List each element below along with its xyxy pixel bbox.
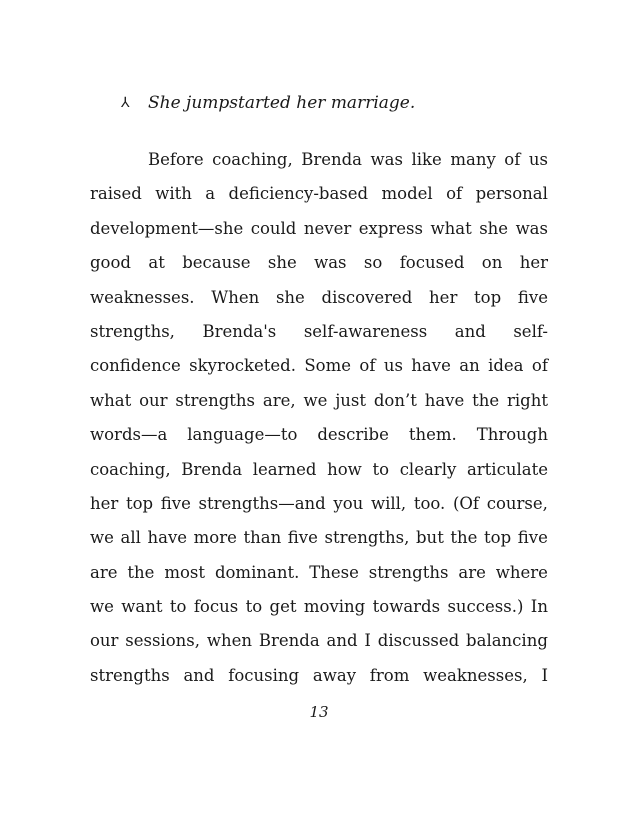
- word: Through: [476, 425, 548, 445]
- word: how: [327, 459, 362, 479]
- word: words—a: [90, 425, 168, 445]
- word: towards: [372, 597, 441, 617]
- word: and: [454, 321, 486, 341]
- word: discussed: [377, 631, 460, 651]
- word: so: [363, 253, 383, 273]
- page-number: 13: [309, 703, 329, 721]
- word: what: [430, 218, 472, 238]
- word: are: [458, 562, 486, 582]
- word: want: [121, 597, 163, 617]
- word: (Of: [452, 493, 480, 513]
- word: when: [206, 631, 253, 651]
- word: top: [125, 493, 154, 513]
- word: she: [275, 287, 305, 307]
- word: was: [515, 218, 548, 238]
- word: discovered: [321, 287, 413, 307]
- word: them.: [408, 425, 457, 445]
- word: confidence: [90, 356, 181, 376]
- word: the: [127, 562, 155, 582]
- word: all: [120, 528, 141, 548]
- word: have: [424, 390, 465, 410]
- word: self-awareness: [303, 321, 428, 341]
- word: to: [372, 459, 390, 479]
- word: of: [359, 356, 376, 376]
- paragraph-line: [90, 251, 548, 285]
- paragraph-line: [90, 286, 548, 320]
- word: our: [90, 631, 119, 651]
- body-paragraph: [90, 148, 548, 698]
- word: focusing: [228, 665, 300, 685]
- word: because: [182, 253, 251, 273]
- word: most: [164, 562, 206, 582]
- word: learned: [252, 459, 317, 479]
- word: language—to: [187, 425, 298, 445]
- word: what: [90, 390, 132, 410]
- word: the: [472, 390, 500, 410]
- word: don’t: [373, 390, 417, 410]
- paragraph-line: [90, 458, 548, 492]
- word: she: [479, 218, 509, 238]
- word: get: [269, 597, 297, 617]
- word: never: [303, 218, 352, 238]
- word: weaknesses,: [423, 665, 528, 685]
- word: raised: [90, 184, 142, 204]
- word: skyrocketed.: [189, 356, 296, 376]
- word: you: [333, 493, 364, 513]
- word: deficiency-based: [228, 184, 369, 204]
- word: model: [381, 184, 433, 204]
- paragraph-line: [90, 629, 548, 663]
- word: five: [517, 287, 548, 307]
- word: are,: [262, 390, 296, 410]
- paragraph-line: [90, 526, 548, 560]
- caret-bullet-icon: ⅄: [121, 95, 130, 111]
- bullet-text: She jumpstarted her marriage.: [148, 93, 416, 113]
- word: right: [507, 390, 548, 410]
- word: Brenda: [301, 150, 363, 169]
- word: balancing: [466, 631, 548, 651]
- paragraph-line: [90, 423, 548, 457]
- word: Some: [304, 356, 352, 376]
- word: will,: [370, 493, 407, 513]
- word: more: [193, 528, 237, 548]
- word: clearly: [399, 459, 457, 479]
- word: These: [309, 562, 359, 582]
- word: coaching,: [212, 150, 293, 169]
- word: strengths: [368, 562, 449, 582]
- word: five: [517, 528, 548, 548]
- paragraph-line: [90, 389, 548, 423]
- word: strengths—and: [198, 493, 326, 513]
- word: personal: [475, 184, 548, 204]
- word: I: [364, 631, 371, 651]
- word: coaching,: [90, 459, 171, 479]
- word: on: [481, 253, 503, 273]
- word: have: [411, 356, 451, 376]
- word: strengths: [90, 665, 170, 685]
- word: moving: [303, 597, 366, 617]
- word: success.): [447, 597, 524, 617]
- word: focused: [399, 253, 465, 273]
- word: strengths,: [324, 528, 410, 548]
- word: express: [358, 218, 423, 238]
- paragraph-line: [90, 217, 548, 251]
- word: too.: [413, 493, 446, 513]
- word: of: [446, 184, 463, 204]
- word: I: [541, 665, 548, 685]
- word: at: [148, 253, 165, 273]
- word: dominant.: [214, 562, 300, 582]
- word: to: [245, 597, 263, 617]
- paragraph-line: [90, 492, 548, 526]
- word: but: [416, 528, 444, 548]
- word: In: [530, 597, 548, 617]
- word: weaknesses.: [90, 287, 195, 307]
- word: and: [183, 665, 215, 685]
- word: good: [90, 253, 131, 273]
- word: she: [267, 253, 297, 273]
- word: like: [411, 150, 442, 169]
- word: have: [147, 528, 188, 548]
- word: we: [303, 390, 328, 410]
- word: Before: [148, 150, 204, 169]
- word: us: [528, 150, 548, 169]
- word: top: [484, 528, 512, 548]
- paragraph-line: [90, 354, 548, 388]
- word: idea: [488, 356, 524, 376]
- paragraph-line: [90, 561, 548, 595]
- word: strengths: [175, 390, 256, 410]
- word: away: [312, 665, 357, 685]
- word: could: [250, 218, 297, 238]
- word: the: [450, 528, 478, 548]
- word: was: [314, 253, 347, 273]
- bullet-item: [121, 91, 415, 115]
- word: an: [459, 356, 480, 376]
- word: and: [326, 631, 358, 651]
- paragraph-line: [90, 595, 548, 629]
- word: are: [90, 562, 118, 582]
- word: five: [287, 528, 318, 548]
- word: her: [519, 253, 548, 273]
- word: her: [90, 493, 119, 513]
- word: we: [90, 528, 114, 548]
- word: Brenda: [181, 459, 243, 479]
- word: top: [474, 287, 502, 307]
- word: just: [335, 390, 367, 410]
- word: focus: [193, 597, 239, 617]
- word: of: [531, 356, 548, 376]
- paragraph-line: [90, 148, 548, 182]
- paragraph-line: [90, 182, 548, 216]
- word: of: [504, 150, 521, 169]
- word: a: [205, 184, 216, 204]
- word: our: [139, 390, 168, 410]
- word: from: [369, 665, 410, 685]
- word: self-: [513, 321, 548, 341]
- word: many: [450, 150, 496, 169]
- word: When: [211, 287, 260, 307]
- paragraph-line: [90, 664, 548, 698]
- word: describe: [317, 425, 389, 445]
- word: where: [495, 562, 548, 582]
- word: Brenda's: [202, 321, 277, 341]
- word: with: [155, 184, 192, 204]
- word: development—she: [90, 218, 244, 238]
- word: her: [429, 287, 458, 307]
- word: five: [160, 493, 191, 513]
- word: we: [90, 597, 114, 617]
- word: Brenda: [258, 631, 320, 651]
- paragraph-line: [90, 320, 548, 354]
- word: strengths,: [90, 321, 175, 341]
- word: course,: [486, 493, 548, 513]
- word: articulate: [466, 459, 548, 479]
- word: us: [383, 356, 403, 376]
- word: sessions,: [125, 631, 201, 651]
- word: was: [370, 150, 403, 169]
- word: than: [243, 528, 282, 548]
- word: to: [169, 597, 187, 617]
